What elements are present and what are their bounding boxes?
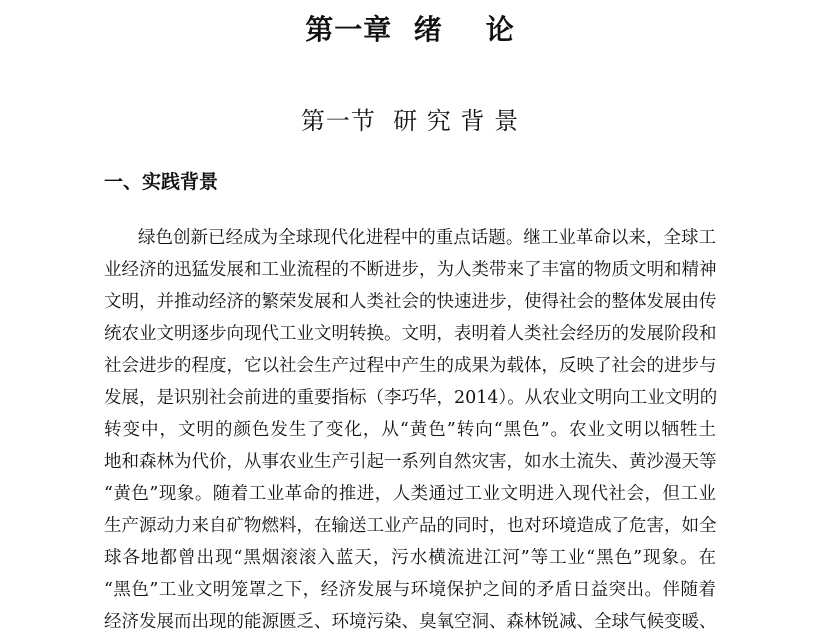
paragraph-line: 文明，并推动经济的繁荣发展和人类社会的快速进步，使得社会的整体发展由传 bbox=[104, 292, 717, 312]
body-paragraph bbox=[104, 222, 716, 638]
paragraph-line: 统农业文明逐步向现代工业文明转换。文明，表明着人类社会经历的发展阶段和 bbox=[104, 324, 717, 344]
paragraph-line: 地和森林为代价，从事农业生产引起一系列自然灾害，如水土流失、黄沙漫天等 bbox=[104, 452, 717, 472]
paragraph-line: 转变中，文明的颜色发生了变化，从“黄色”转向“黑色”。农业文明以牺牲土 bbox=[104, 420, 716, 440]
chapter-title: 第一章 绪 论 bbox=[305, 13, 515, 46]
paragraph-line: “黄色”现象。随着工业革命的推进，人类通过工业文明进入现代社会，但工业 bbox=[104, 484, 716, 504]
paragraph-line: 生产源动力来自矿物燃料，在输送工业产品的同时，也对环境造成了危害，如全 bbox=[104, 516, 717, 536]
paragraph-line: 绿色创新已经成为全球现代化进程中的重点话题。继工业革命以来，全球工 bbox=[138, 228, 716, 248]
paragraph-line: 社会进步的程度，它以社会生产过程中产生的成果为载体，反映了社会的进步与 bbox=[104, 356, 717, 376]
paragraph-line: 经济发展而出现的能源匮乏、环境污染、臭氧空洞、森林锐减、全球气候变暖、 bbox=[104, 612, 717, 632]
section-title: 第一节 研 究 背 景 bbox=[300, 107, 520, 135]
paragraph-line: 球各地都曾出现“黑烟滚滚入蓝天，污水横流进江河”等工业“黑色”现象。在 bbox=[104, 548, 716, 568]
paragraph-line: “黑色”工业文明笼罩之下，经济发展与环境保护之间的矛盾日益突出。伴随着 bbox=[104, 580, 716, 600]
paragraph-line: 发展，是识别社会前进的重要指标（李巧华，2014）。从农业文明向工业文明的 bbox=[104, 388, 718, 408]
paragraph-line: 业经济的迅猛发展和工业流程的不断进步，为人类带来了丰富的物质文明和精神 bbox=[104, 260, 717, 280]
subsection-heading: 一、实践背景 bbox=[104, 171, 219, 193]
